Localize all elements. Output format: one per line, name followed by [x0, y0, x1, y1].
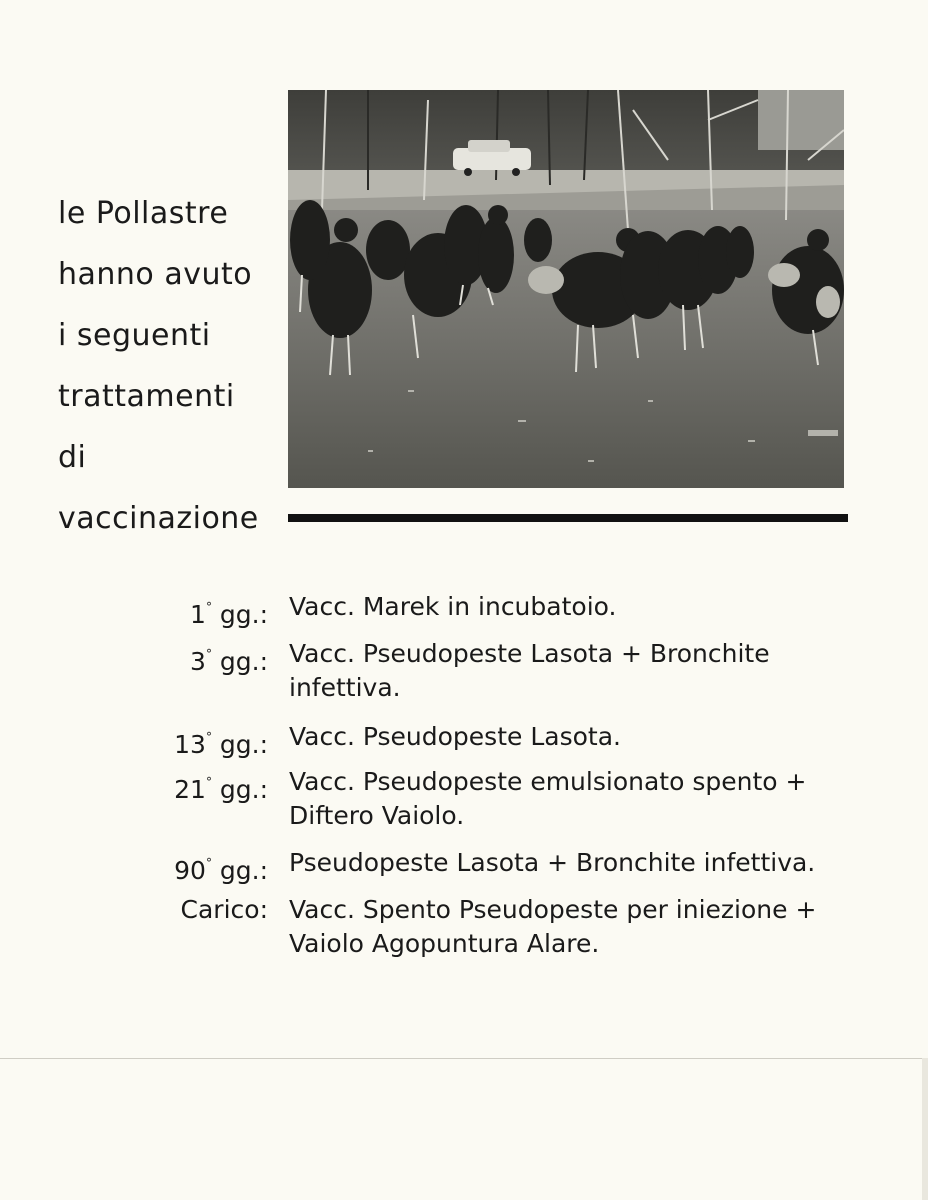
chickens-photo	[288, 90, 844, 488]
heading-line-2: hanno avuto	[58, 257, 253, 292]
schedule-day: 1° gg.:	[190, 600, 268, 629]
schedule-day: 13° gg.:	[174, 730, 268, 759]
horizontal-rule	[288, 514, 848, 522]
schedule-description: Pseudopeste Lasota + Bronchite infettiva.	[289, 848, 816, 877]
schedule-day: Carico:	[180, 895, 268, 924]
schedule-description: Vacc. Marek in incubatoio.	[289, 592, 617, 621]
schedule-day: 3° gg.:	[190, 647, 268, 676]
schedule-description: Vacc. Pseudopeste Lasota.	[289, 722, 621, 751]
page-fold-line	[0, 1058, 928, 1059]
schedule-day: 90° gg.:	[174, 856, 268, 885]
heading-line-4: trattamenti	[58, 379, 235, 414]
heading-line-5: di	[58, 440, 87, 475]
schedule-description: Vacc. Spento Pseudopeste per iniezione + Vaiolo Agopuntura Alare.	[289, 895, 817, 958]
schedule-day: 21° gg.:	[174, 775, 268, 804]
heading-line-3: i seguenti	[58, 318, 211, 353]
heading-line-1: le Pollastre	[58, 196, 229, 231]
schedule-description: Vacc. Pseudopeste Lasota + Bronchite infettiva.	[289, 639, 770, 702]
heading-line-6: vaccinazione	[58, 501, 259, 536]
page-edge	[922, 1058, 928, 1200]
schedule-description: Vacc. Pseudopeste emulsionato spento + Diftero Vaiolo.	[289, 767, 807, 830]
